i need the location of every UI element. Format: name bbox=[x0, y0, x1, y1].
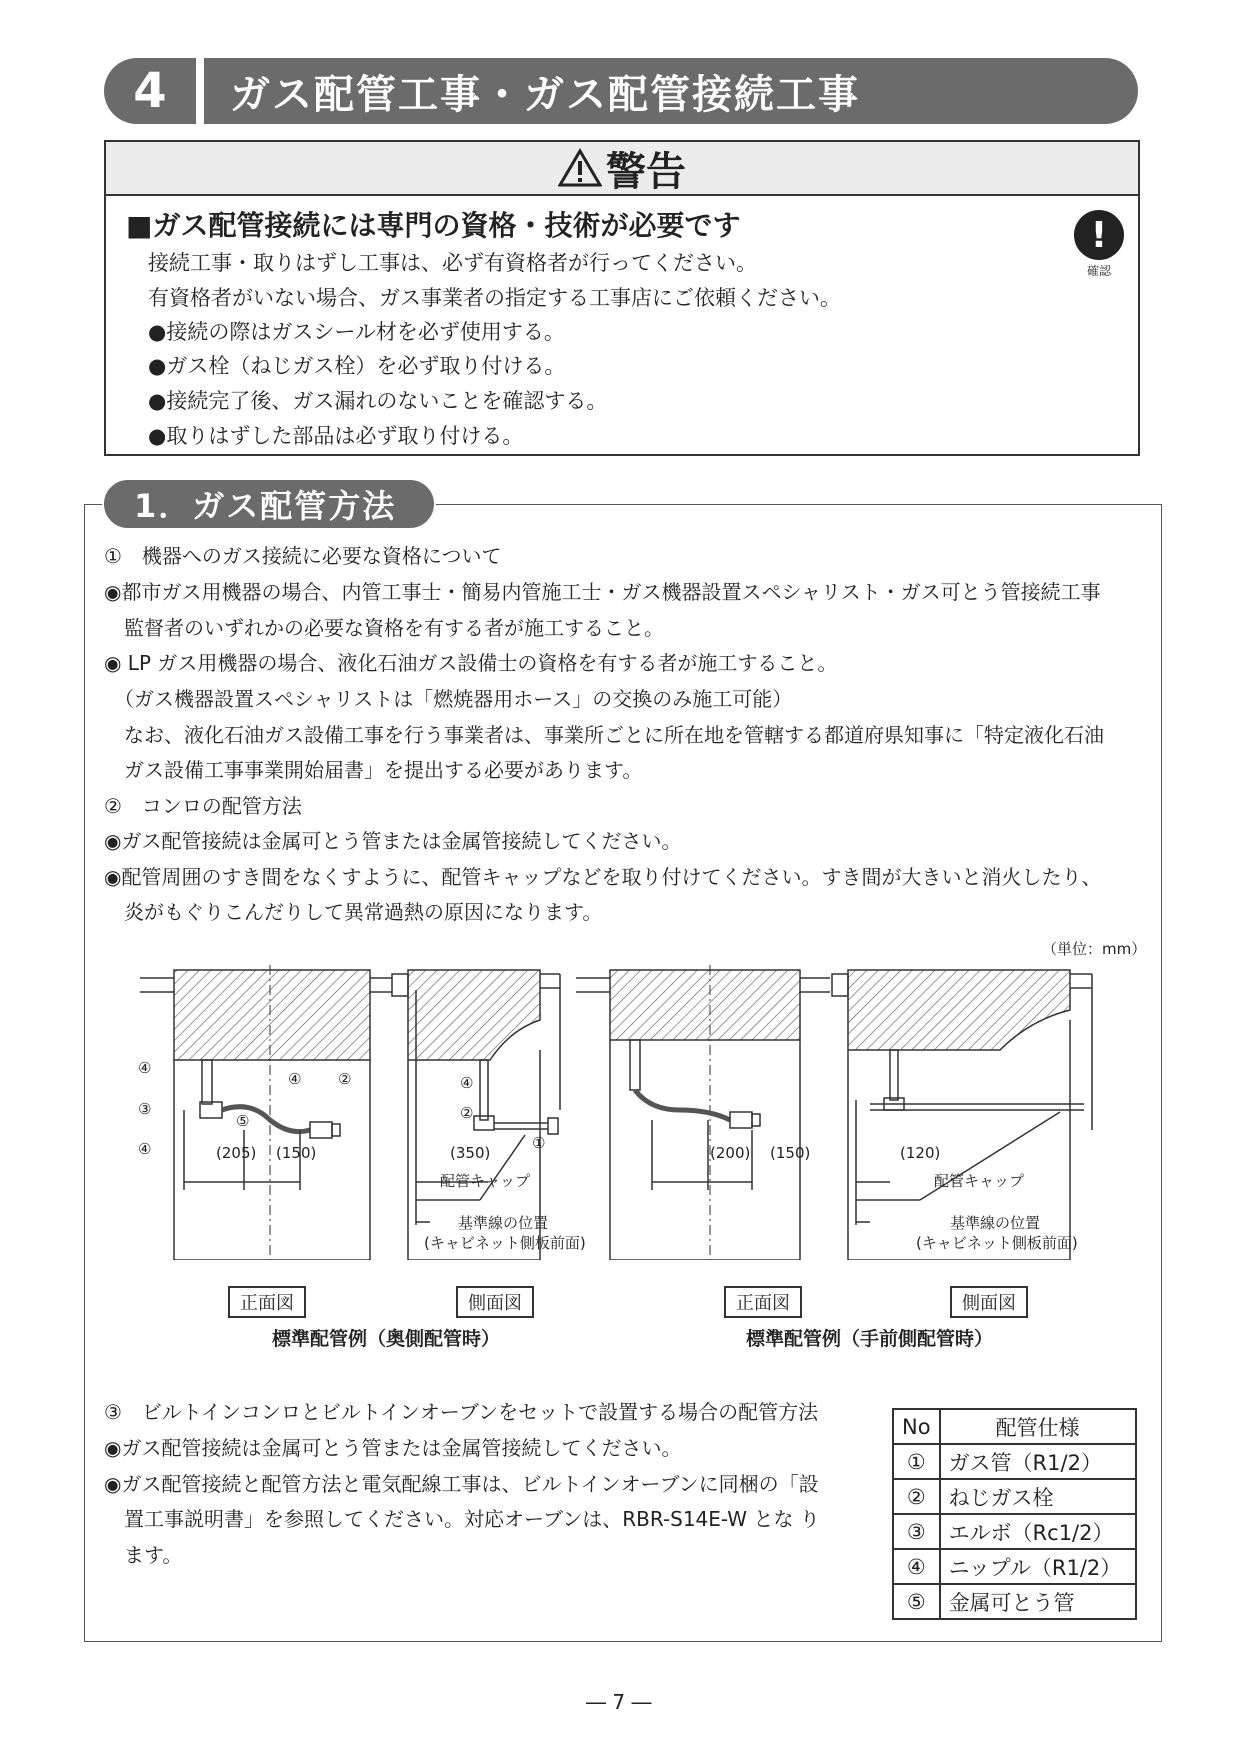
unit-label: （単位：mm） bbox=[1042, 940, 1147, 958]
side-view-label: 側面図 bbox=[456, 1286, 534, 1318]
baseline-label: 基準線の位置 bbox=[950, 1214, 1041, 1232]
front-view-front-piping bbox=[576, 965, 830, 1260]
warning-heading bbox=[106, 142, 1138, 196]
body-line: ② コンロの配管方法 bbox=[104, 794, 302, 818]
body-line: ③ ビルトインコンロとビルトインオーブンをセットで設置する場合の配管方法 bbox=[104, 1400, 819, 1424]
table-cell-no: ④ bbox=[893, 1549, 940, 1584]
body-line: 置工事説明書」を参照してください。対応オーブンは、RBR-S14E-W とな り bbox=[104, 1507, 820, 1531]
body-line: ① 機器へのガス接続に必要な資格について bbox=[104, 544, 502, 568]
table-cell-no: ① bbox=[893, 1444, 940, 1479]
table-cell-no: ② bbox=[893, 1479, 940, 1514]
warning-line: 接続工事・取りはずし工事は、必ず有資格者が行ってください。 bbox=[148, 251, 757, 275]
baseline-note: (キャビネット側板前面) bbox=[916, 1234, 1078, 1252]
table-header-no: No bbox=[893, 1409, 940, 1444]
diagram-caption-front: 標準配管例（手前側配管時） bbox=[746, 1328, 994, 1350]
body-line: ◉ガス配管接続は金属可とう管または金属管接続してください。 bbox=[104, 829, 682, 853]
body-line: ◉都市ガス用機器の場合、内管工事士・簡易内管施工士・ガス機器設置スペシャリスト・ガス可とう管接続工事 bbox=[104, 580, 1101, 604]
cap-label: 配管キャップ bbox=[934, 1172, 1025, 1190]
body-line: ◉ガス配管接続は金属可とう管または金属管接続してください。 bbox=[104, 1436, 682, 1460]
body-line: なお、液化石油ガス設備工事を行う事業者は、事業所ごとに所在地を管轄する都道府県知事に「特定液化石油 bbox=[104, 723, 1104, 747]
table-cell-spec: エルボ（Rc1/2） bbox=[940, 1514, 1136, 1549]
callout-2: ② bbox=[338, 1070, 352, 1088]
section-title: 1．ガス配管方法 bbox=[102, 478, 436, 530]
dim-120: (120) bbox=[900, 1144, 941, 1162]
front-view-label: 正面図 bbox=[724, 1286, 802, 1318]
warning-line: ●接続の際はガスシール材を必ず使用する。 bbox=[148, 320, 565, 344]
callout-1: ① bbox=[532, 1134, 546, 1152]
table-cell-spec: ニップル（R1/2） bbox=[940, 1549, 1136, 1584]
body-line: （ガス機器設置スペシャリストは「燃焼器用ホース」の交換のみ施工可能） bbox=[104, 687, 793, 711]
front-view-label: 正面図 bbox=[228, 1286, 306, 1318]
warning-heading-text: 警告 bbox=[606, 148, 686, 195]
dim-205: (205) bbox=[216, 1144, 257, 1162]
body-line: ます。 bbox=[104, 1543, 183, 1567]
warning-triangle-icon bbox=[558, 148, 602, 188]
callout-4: ④ bbox=[138, 1059, 152, 1077]
chapter-title: ガス配管工事・ガス配管接続工事 bbox=[204, 58, 1138, 124]
table-cell-no: ③ bbox=[893, 1514, 940, 1549]
table-row bbox=[893, 1444, 1136, 1479]
body-line: ◉ LP ガス用機器の場合、液化石油ガス設備士の資格を有する者が施工すること。 bbox=[104, 651, 838, 675]
warning-line: ●ガス栓（ねじガス栓）を必ず取り付ける。 bbox=[148, 354, 566, 378]
diagram-caption-rear: 標準配管例（奥側配管時） bbox=[272, 1328, 501, 1350]
table-row bbox=[893, 1479, 1136, 1514]
table-cell-spec: ねじガス栓 bbox=[940, 1479, 1136, 1514]
front-view-rear-piping bbox=[140, 965, 392, 1260]
callout-3: ③ bbox=[138, 1100, 152, 1118]
warning-line: ●接続完了後、ガス漏れのないことを確認する。 bbox=[148, 389, 608, 413]
body-line: ガス設備工事事業開始届書」を提出する必要があります。 bbox=[104, 758, 643, 782]
callout-4: ④ bbox=[288, 1070, 302, 1088]
body-line: ◉ガス配管接続と配管方法と電気配線工事は、ビルトインオーブンに同梱の「設 bbox=[104, 1472, 819, 1496]
piping-spec-table bbox=[892, 1408, 1137, 1620]
table-header-row bbox=[893, 1409, 1136, 1444]
side-view-label: 側面図 bbox=[950, 1286, 1028, 1318]
chapter-number: 4 bbox=[104, 58, 196, 124]
table-row bbox=[893, 1584, 1136, 1619]
dim-150: (150) bbox=[770, 1144, 811, 1162]
body-line: ◉配管周囲のすき間をなくすように、配管キャップなどを取り付けてください。すき間が大きいと消火したり、 bbox=[104, 865, 1102, 889]
table-row bbox=[893, 1549, 1136, 1584]
callout-4: ④ bbox=[460, 1074, 474, 1092]
cap-label: 配管キャップ bbox=[440, 1172, 531, 1190]
body-line: 監督者のいずれかの必要な資格を有する者が施工すること。 bbox=[104, 616, 664, 640]
dim-200: (200) bbox=[710, 1144, 751, 1162]
baseline-label: 基準線の位置 bbox=[458, 1214, 549, 1232]
body-line: 炎がもぐりこんだりして異常過熱の原因になります。 bbox=[104, 900, 603, 924]
page-number: ― 7 ― bbox=[586, 1690, 652, 1714]
dim-350: (350) bbox=[450, 1144, 491, 1162]
warning-line: 有資格者がいない場合、ガス事業者の指定する工事店にご依頼ください。 bbox=[148, 286, 841, 310]
warning-subheading: ■ガス配管接続には専門の資格・技術が必要です bbox=[126, 209, 741, 242]
baseline-note: (キャビネット側板前面) bbox=[424, 1234, 586, 1252]
warning-icon-label: 確認 bbox=[1086, 264, 1111, 278]
callout-4: ④ bbox=[138, 1140, 152, 1158]
table-cell-no: ⑤ bbox=[893, 1584, 940, 1619]
callout-2: ② bbox=[460, 1104, 474, 1122]
table-row bbox=[893, 1514, 1136, 1549]
warning-line: ●取りはずした部品は必ず取り付ける。 bbox=[148, 424, 524, 448]
exclamation-icon: ! bbox=[1074, 210, 1124, 260]
table-cell-spec: ガス管（R1/2） bbox=[940, 1444, 1136, 1479]
callout-5: ⑤ bbox=[236, 1112, 250, 1130]
dim-150: (150) bbox=[276, 1144, 317, 1162]
table-header-spec: 配管仕様 bbox=[940, 1409, 1136, 1444]
table-cell-spec: 金属可とう管 bbox=[940, 1584, 1136, 1619]
